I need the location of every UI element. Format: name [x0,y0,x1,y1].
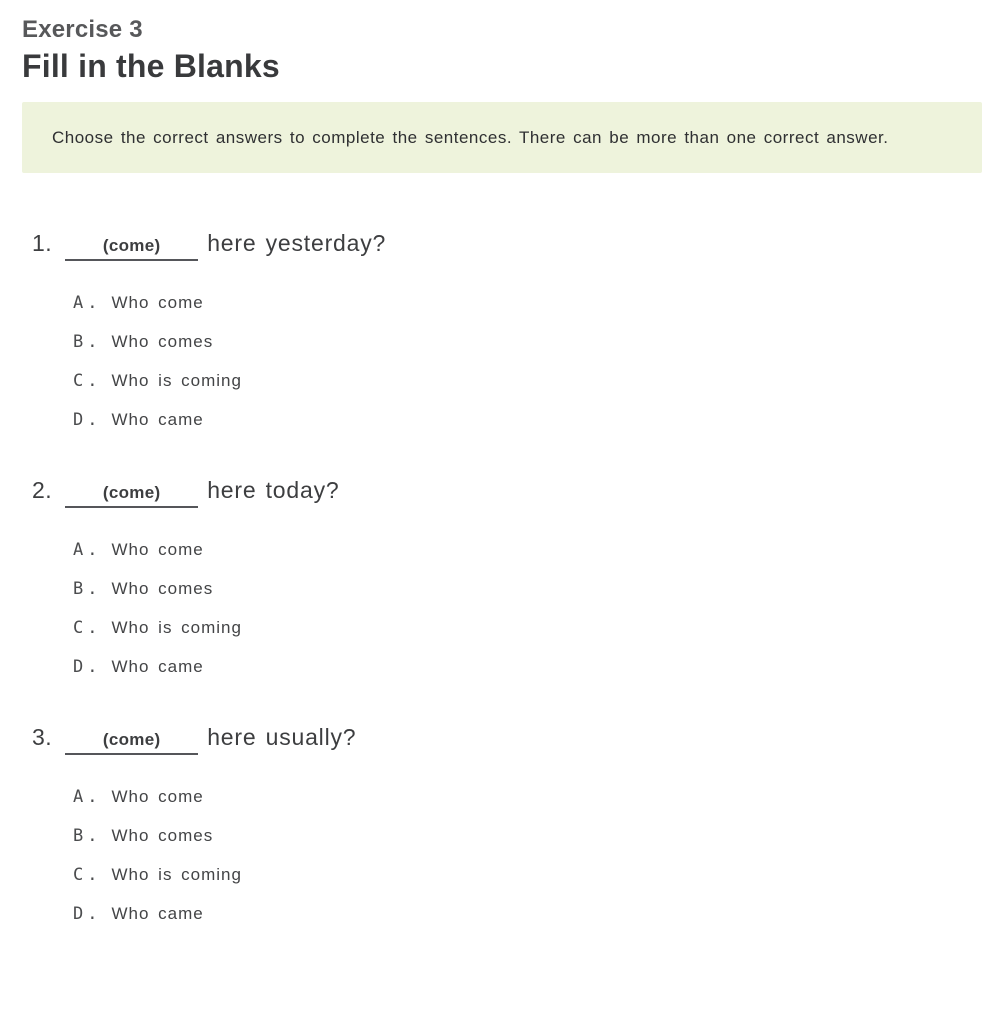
option-letter: D. [73,410,102,430]
option-text: Who came [111,657,204,676]
option-text: Who is coming [111,371,242,390]
option-text: Who is coming [111,618,242,637]
option-text: Who comes [111,826,214,845]
option-b[interactable] [73,332,982,352]
question-3-line [32,721,982,755]
option-letter: D. [73,657,102,677]
page-title: Fill in the Blanks [22,48,280,84]
option-text: Who comes [111,332,214,351]
option-d[interactable] [73,904,982,924]
option-text: Who is coming [111,865,242,884]
answer-blank [65,477,198,508]
option-text: Who come [111,293,204,312]
blank-hint: (come) [102,483,161,502]
question-text: here today? [207,477,340,503]
option-letter: B. [73,826,102,846]
option-letter: A. [73,540,102,560]
option-text: Who comes [111,579,214,598]
question-number: 1. [32,230,53,256]
exercise-label: Exercise 3 [22,16,143,43]
option-b[interactable] [73,579,982,599]
option-letter: D. [73,904,102,924]
question-1 [22,227,982,430]
option-c[interactable] [73,618,982,638]
option-a[interactable] [73,540,982,560]
option-letter: B. [73,579,102,599]
option-c[interactable] [73,865,982,885]
option-text: Who come [111,540,204,559]
option-letter: A. [73,787,102,807]
instructions-box [22,102,982,173]
answer-blank [65,230,198,261]
option-text: Who come [111,787,204,806]
question-number: 3. [32,724,53,750]
option-c[interactable] [73,371,982,391]
option-letter: C. [73,371,102,391]
question-2 [22,474,982,677]
answer-blank [65,724,198,755]
option-d[interactable] [73,657,982,677]
question-1-options [73,293,982,430]
instructions-text: Choose the correct answers to complete the sentences. There can be more than one correct answer. [52,128,889,147]
question-2-options [73,540,982,677]
option-letter: A. [73,293,102,313]
option-letter: B. [73,332,102,352]
option-text: Who came [111,410,204,429]
option-a[interactable] [73,293,982,313]
option-d[interactable] [73,410,982,430]
option-letter: C. [73,865,102,885]
option-text: Who came [111,904,204,923]
question-2-line [32,474,982,508]
question-1-line [32,227,982,261]
question-3 [22,721,982,924]
question-text: here yesterday? [207,230,387,256]
question-3-options [73,787,982,924]
question-text: here usually? [207,724,357,750]
blank-hint: (come) [102,236,161,255]
blank-hint: (come) [102,730,161,749]
option-b[interactable] [73,826,982,846]
option-letter: C. [73,618,102,638]
question-number: 2. [32,477,53,503]
option-a[interactable] [73,787,982,807]
